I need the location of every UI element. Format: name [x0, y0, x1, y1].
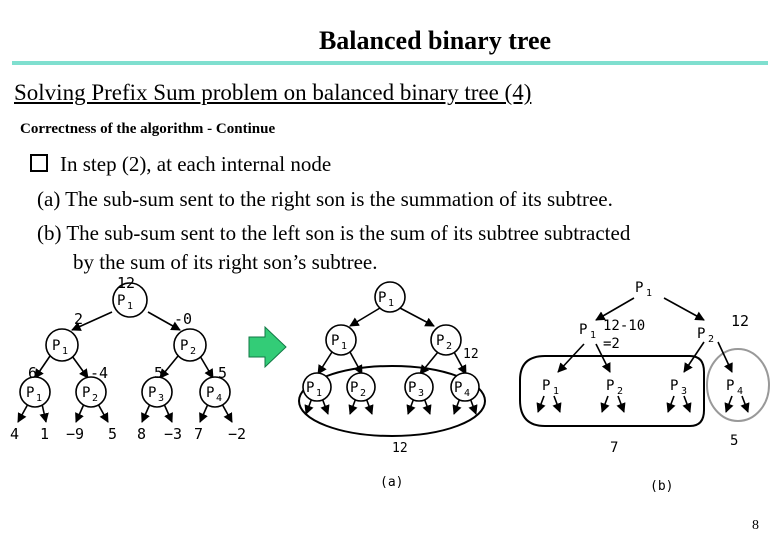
- edge-value: -0: [174, 310, 193, 328]
- leaf-label: P: [454, 380, 463, 396]
- leaf-label: P: [670, 378, 679, 394]
- leaf-value: −9: [66, 425, 85, 443]
- leaf-label: P: [26, 385, 35, 401]
- leaf-label: P: [306, 380, 315, 396]
- leaf-sub: 2: [360, 388, 367, 399]
- leaf-value: 5: [108, 425, 118, 443]
- edge-value: 2: [74, 310, 84, 328]
- leaf-label: P: [148, 385, 157, 401]
- leaf-sub: 2: [617, 386, 624, 397]
- leaf-label: P: [350, 380, 359, 396]
- formula-top: 12-10: [603, 318, 646, 334]
- subtree-sum: 12: [392, 441, 408, 456]
- leaf-value: 1: [40, 425, 50, 443]
- node-sub: 1: [388, 298, 395, 309]
- leaf-sub: 4: [737, 386, 744, 397]
- node-label: P: [180, 338, 189, 354]
- leaf-sub: 3: [418, 388, 425, 399]
- node-sub: 1: [590, 330, 597, 341]
- node-label: P: [436, 333, 445, 349]
- leaf-sub: 3: [158, 393, 165, 404]
- node-label: P: [117, 293, 126, 309]
- node-label: P: [635, 280, 644, 296]
- caption-a: (a): [380, 475, 404, 490]
- leaf-sub: 3: [681, 386, 688, 397]
- left-group-sum: 7: [610, 440, 619, 456]
- leaf-value: 4: [10, 425, 20, 443]
- leaf-sub: 1: [553, 386, 560, 397]
- leaf-sub: 1: [316, 388, 323, 399]
- section-heading: Correctness of the algorithm - Continue: [20, 121, 276, 137]
- right-group-sum: 5: [730, 433, 739, 449]
- slide-subtitle: Solving Prefix Sum problem on balanced binary tree (4): [14, 80, 532, 105]
- right-arrow-icon: [249, 327, 286, 367]
- node-sub: 1: [62, 346, 69, 357]
- leaf-sub: 4: [216, 393, 223, 404]
- page-number: 8: [752, 518, 759, 533]
- node-sub: 1: [341, 341, 348, 352]
- edge-value: 5: [154, 364, 164, 382]
- right-subtree-value: 12: [463, 347, 479, 362]
- leaf-value: −3: [164, 425, 183, 443]
- point-b-continued: by the sum of its right son’s subtree.: [73, 250, 378, 274]
- leaf-label: P: [206, 385, 215, 401]
- point-a: (a) The sub-sum sent to the right son is the summation of its subtree.: [37, 187, 613, 211]
- node-label: P: [579, 322, 588, 338]
- point-b: (b) The sub-sum sent to the left son is the sum of its subtree subtracted: [37, 221, 631, 245]
- node-label: P: [52, 338, 61, 354]
- edge-value: -4: [90, 364, 109, 382]
- right-subtree-value: 12: [731, 312, 750, 330]
- slide-title: Balanced binary tree: [318, 26, 552, 55]
- node-sub: 2: [446, 341, 453, 352]
- edge-value: 5: [218, 364, 228, 382]
- node-sub: 1: [127, 301, 134, 312]
- node-sub: 1: [646, 288, 653, 299]
- leaf-sub: 2: [92, 393, 99, 404]
- bullet-text: In step (2), at each internal node: [60, 152, 332, 176]
- leaf-label: P: [606, 378, 615, 394]
- leaf-value: 8: [137, 425, 147, 443]
- leaf-label: P: [542, 378, 551, 394]
- leaf-value: 7: [194, 425, 204, 443]
- node-sub: 2: [190, 346, 197, 357]
- leaf-label: P: [82, 385, 91, 401]
- node-label: P: [331, 333, 340, 349]
- formula-bottom: =2: [603, 336, 620, 352]
- node-label: P: [697, 326, 706, 342]
- leaf-value: −2: [228, 425, 247, 443]
- root-value: 12: [117, 274, 136, 292]
- caption-b: (b): [650, 479, 674, 494]
- node-label: P: [378, 290, 387, 306]
- node-sub: 2: [708, 334, 715, 345]
- leaf-label: P: [726, 378, 735, 394]
- leaf-sub: 4: [464, 388, 471, 399]
- leaf-label: P: [408, 380, 417, 396]
- leaf-sub: 1: [36, 393, 43, 404]
- edge-value: 6: [28, 364, 38, 382]
